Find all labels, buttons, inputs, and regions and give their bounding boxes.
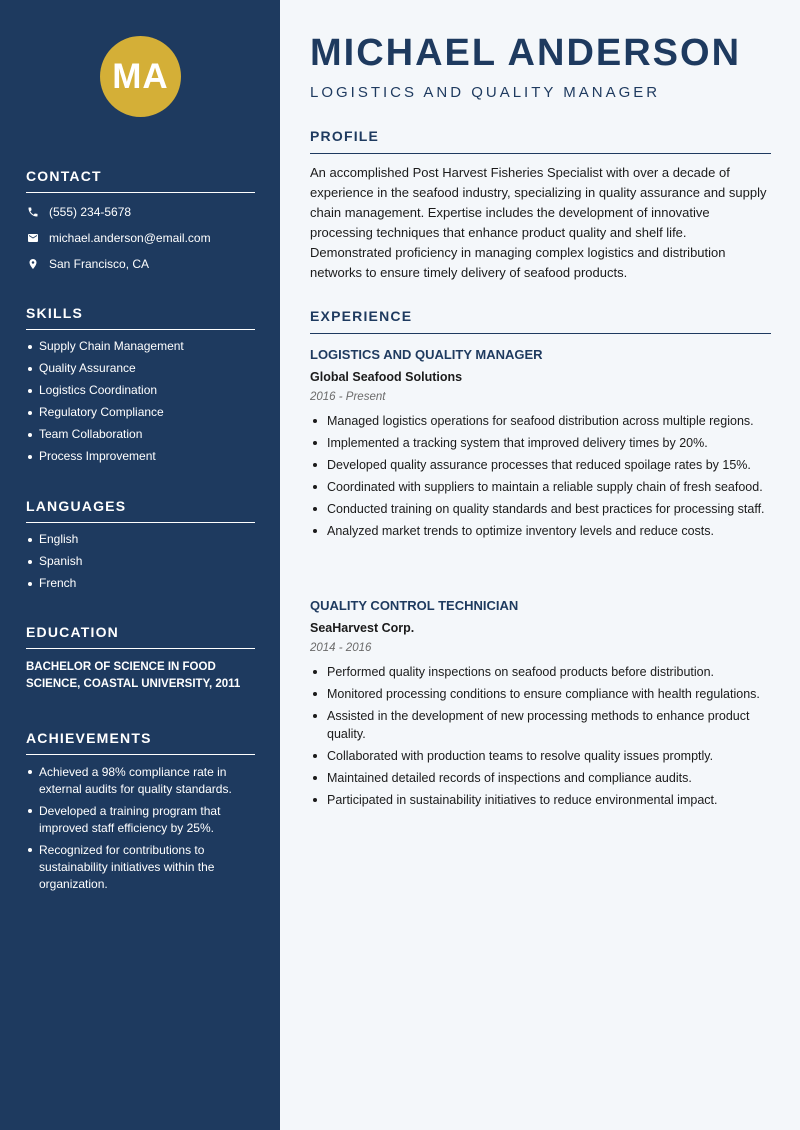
job-entry [310,598,771,813]
job-role: QUALITY CONTROL TECHNICIAN [310,598,519,613]
list-item: French [26,576,255,591]
skills-heading: SKILLS [26,305,255,330]
experience-heading: EXPERIENCE [310,308,771,334]
contact-section [26,168,255,271]
candidate-name: MICHAEL ANDERSON [310,32,742,74]
list-item: Team Collaboration [26,427,255,442]
list-item: Developed a training program that improved staff efficiency by 25%. [26,803,255,837]
candidate-title: LOGISTICS AND QUALITY MANAGER [310,84,661,101]
achievements-list [26,764,255,893]
contact-phone-text[interactable]: (555) 234-5678 [49,205,132,219]
list-item: Conducted training on quality standards and best practices for processing staff. [310,500,771,518]
location-pin-icon [26,257,40,271]
achievements-section [26,730,255,898]
list-item: Logistics Coordination [26,383,255,398]
list-item: Monitored processing conditions to ensure compliance with health regulations. [310,685,771,703]
list-item: Regulatory Compliance [26,405,255,420]
job-company: Global Seafood Solutions [310,370,463,384]
contact-phone [26,205,255,219]
phone-icon [26,205,40,219]
list-item: Achieved a 98% compliance rate in external audits for quality standards. [26,764,255,798]
job-role: LOGISTICS AND QUALITY MANAGER [310,347,543,362]
list-item: Coordinated with suppliers to maintain a reliable supply chain of fresh seafood. [310,478,771,496]
avatar-initials: MA [112,56,169,96]
contact-location-text: San Francisco, CA [49,257,150,271]
education-degree: BACHELOR OF SCIENCE IN FOOD SCIENCE, COASTAL UNIVERSITY, 2011 [26,661,241,690]
sidebar [0,0,280,1130]
list-item: Performed quality inspections on seafood products before distribution. [310,663,771,681]
job-company: SeaHarvest Corp. [310,621,415,635]
profile-text: An accomplished Post Harvest Fisheries Specialist with over a decade of experience in the seafood industry, specializing in quality assurance and supply chain management. Expertise includes the development of innovative processing techniques that enhance product quality and shelf life. Demonstrated proficiency in managing complex logistics and distribution networks to ensure timely delivery of seafood products. [310,165,767,280]
languages-list [26,532,255,591]
languages-heading: LANGUAGES [26,498,255,523]
education-section [26,624,255,693]
achievements-heading: ACHIEVEMENTS [26,730,255,755]
contact-email-text[interactable]: michael.anderson@email.com [49,231,211,245]
list-item: Managed logistics operations for seafood distribution across multiple regions. [310,412,771,430]
list-item: Participated in sustainability initiatives to reduce environmental impact. [310,791,771,809]
education-heading: EDUCATION [26,624,255,649]
contact-email [26,231,255,245]
list-item: Process Improvement [26,449,255,464]
list-item: Implemented a tracking system that improved delivery times by 20%. [310,434,771,452]
skills-list [26,339,255,464]
list-item: Developed quality assurance processes that reduced spoilage rates by 15%. [310,456,771,474]
profile-heading: PROFILE [310,128,771,154]
list-item: Maintained detailed records of inspections and compliance audits. [310,769,771,787]
job-dates: 2014 - 2016 [310,642,372,654]
contact-heading: CONTACT [26,168,255,193]
job-dates: 2016 - Present [310,391,386,403]
list-item: English [26,532,255,547]
contact-location [26,257,255,271]
list-item: Recognized for contributions to sustainability initiatives within the organization. [26,842,255,893]
job-bullets [310,412,771,540]
list-item: Quality Assurance [26,361,255,376]
list-item: Spanish [26,554,255,569]
job-entry [310,347,771,544]
skills-section [26,305,255,471]
list-item: Analyzed market trends to optimize inventory levels and reduce costs. [310,522,771,540]
list-item: Assisted in the development of new processing methods to enhance product quality. [310,707,771,743]
list-item: Supply Chain Management [26,339,255,354]
languages-section [26,498,255,598]
list-item: Collaborated with production teams to resolve quality issues promptly. [310,747,771,765]
mail-icon [26,231,40,245]
job-bullets [310,663,771,809]
avatar [100,36,181,117]
